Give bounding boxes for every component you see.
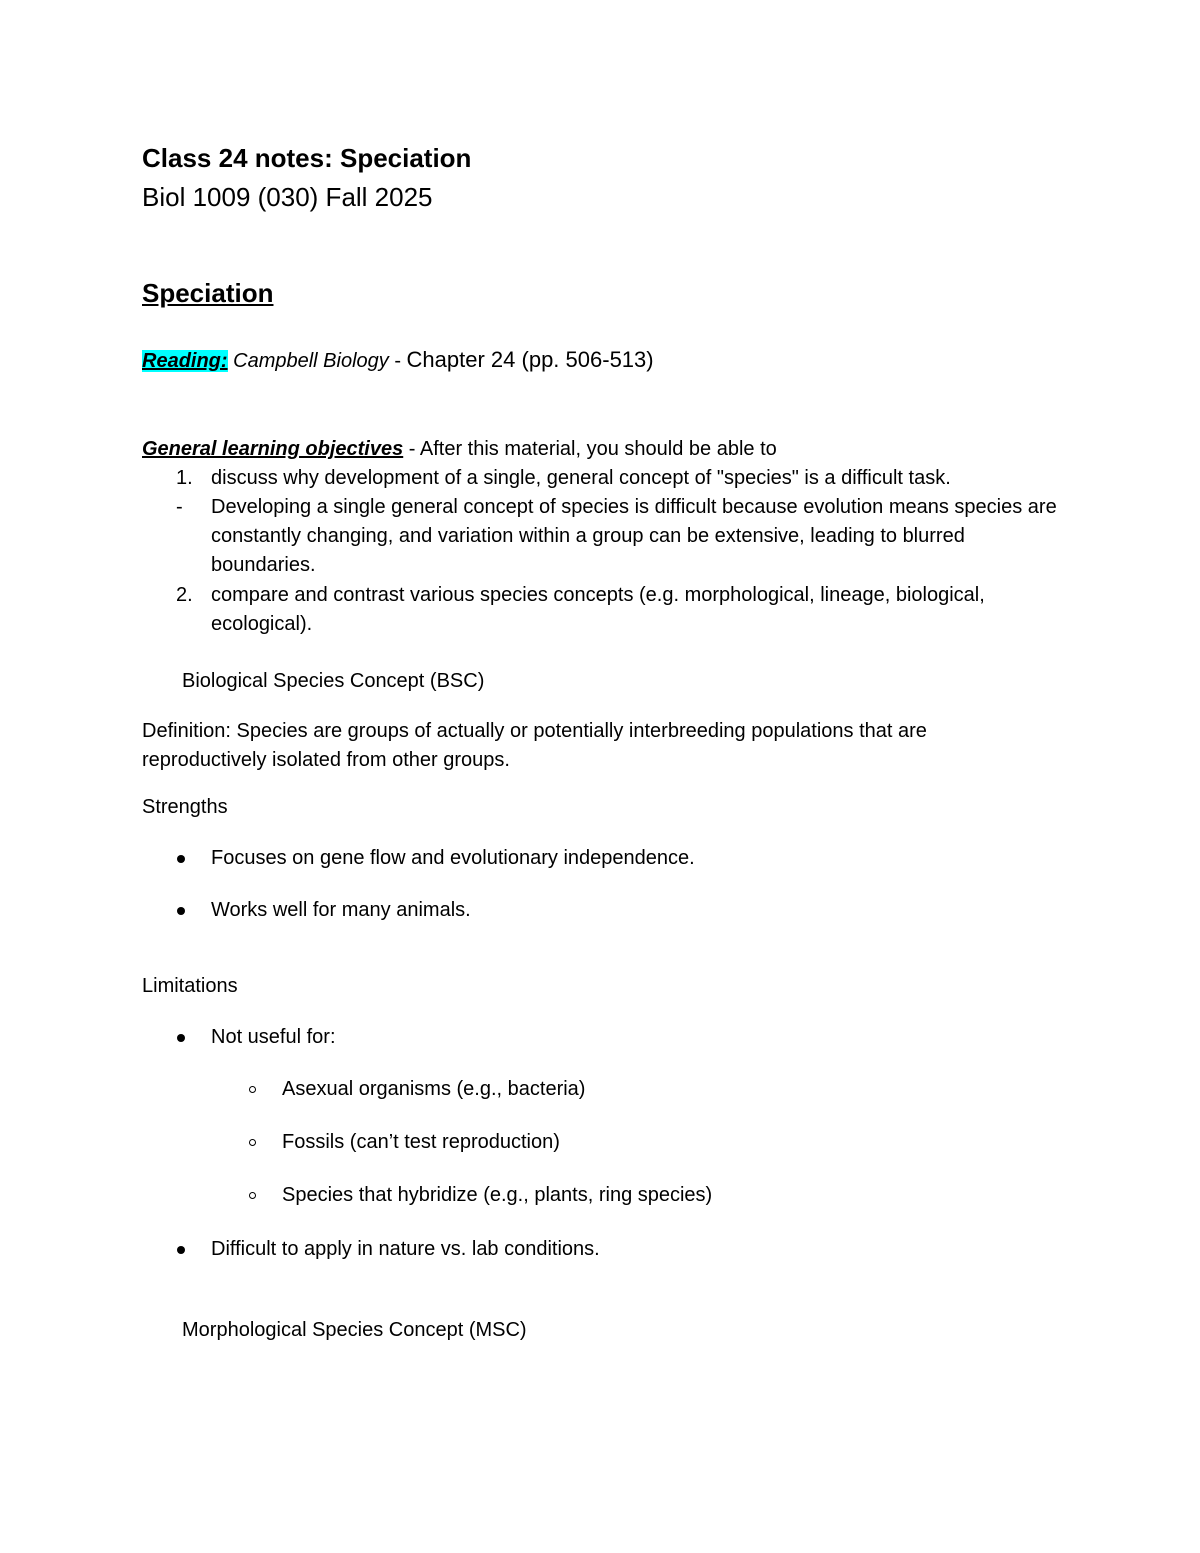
reading-book: Campbell Biology — [233, 350, 389, 372]
objectives-label: General learning objectives — [142, 438, 404, 460]
list-marker: 1. — [176, 467, 193, 489]
reading-label: Reading: — [142, 350, 228, 372]
strength-item: Works well for many animals. — [211, 899, 471, 921]
limitation-item: Not useful for: — [211, 1026, 336, 1048]
reading-chapter: Chapter 24 (pp. 506-513) — [406, 347, 654, 372]
objective-item: compare and contrast various species concepts (e.g. morphological, lineage, biological, ecological). — [211, 584, 985, 635]
bullet-icon — [177, 907, 185, 915]
strength-item: Focuses on gene flow and evolutionary independence. — [211, 847, 695, 869]
bsc-definition: Definition: Species are groups of actually or potentially interbreeding populations that are reproductively isolated from other groups. — [142, 720, 927, 771]
page-title: Class 24 notes: Speciation — [142, 143, 472, 173]
reading-line — [142, 345, 654, 376]
limitation-item: Difficult to apply in nature vs. lab conditions. — [211, 1238, 600, 1260]
strengths-label: Strengths — [142, 796, 228, 818]
bullet-icon — [177, 1246, 185, 1254]
section-heading: Speciation — [142, 278, 274, 308]
bullet-icon — [177, 1034, 185, 1042]
limitation-subitem: Fossils (can’t test reproduction) — [282, 1131, 560, 1153]
limitations-label: Limitations — [142, 975, 238, 997]
hollow-bullet-icon — [249, 1139, 256, 1146]
reading-separator: - — [388, 350, 407, 372]
list-marker: - — [176, 496, 183, 518]
objectives-intro: - After this material, you should be able to — [403, 438, 777, 460]
hollow-bullet-icon — [249, 1192, 256, 1199]
list-marker: 2. — [176, 584, 193, 606]
limitation-subitem: Asexual organisms (e.g., bacteria) — [282, 1078, 586, 1100]
objectives-header — [142, 435, 777, 464]
limitation-subitem: Species that hybridize (e.g., plants, ring species) — [282, 1184, 713, 1206]
msc-heading: Morphological Species Concept (MSC) — [182, 1319, 527, 1341]
bullet-icon — [177, 855, 185, 863]
bsc-heading: Biological Species Concept (BSC) — [182, 670, 485, 692]
objective-item: discuss why development of a single, general concept of "species" is a difficult task. — [211, 467, 951, 489]
course-subtitle: Biol 1009 (030) Fall 2025 — [142, 182, 433, 212]
objective-answer: Developing a single general concept of species is difficult because evolution means species are constantly changing, and variation within a group can be extensive, leading to blurred boundaries. — [211, 496, 1057, 576]
hollow-bullet-icon — [249, 1086, 256, 1093]
